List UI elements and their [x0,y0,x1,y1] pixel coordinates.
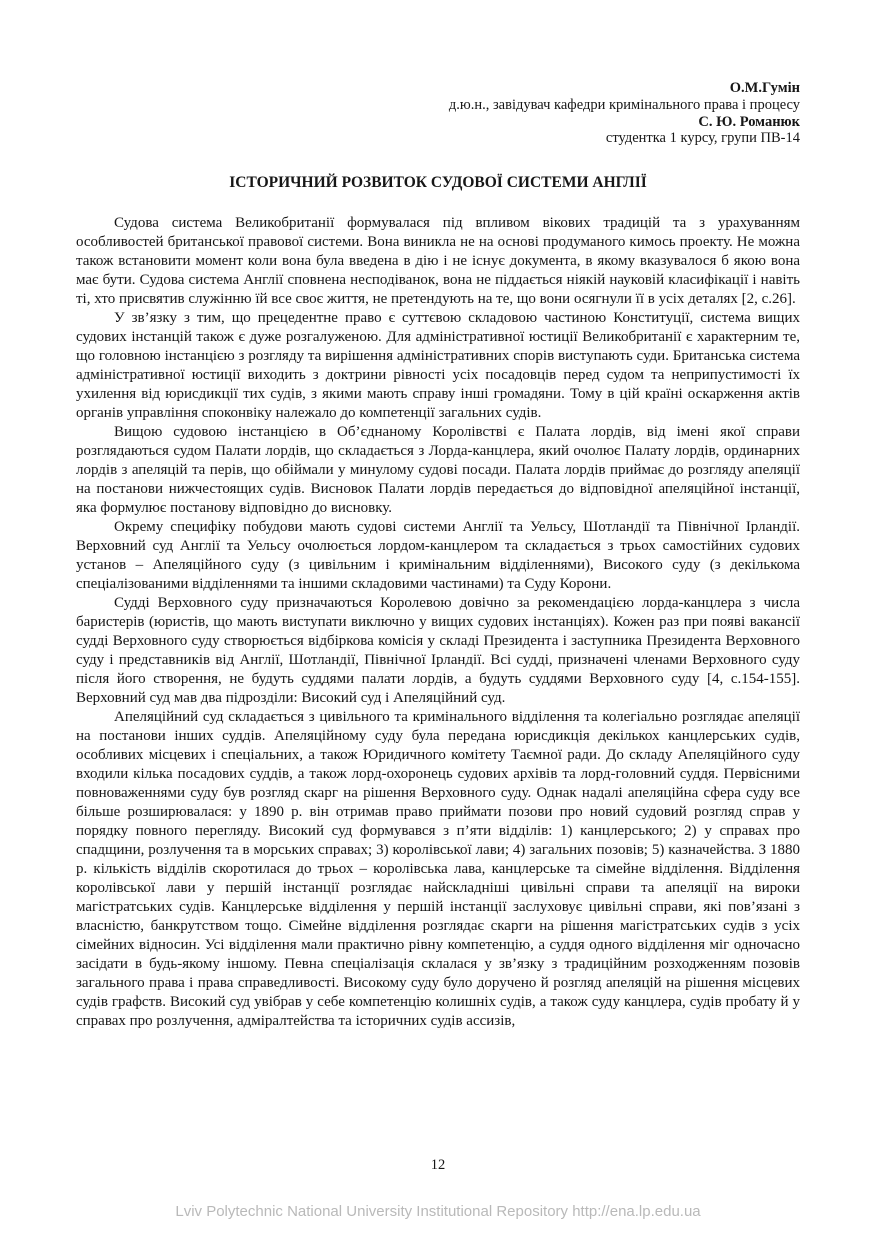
authors-block [76,80,800,147]
paragraph-6: Апеляційний суд складається з цивільного та кримінального відділення та колегіально розглядає апеляції на постанови інших суддів. Апеляційному суду була передана юрисдикція декількох канцлерських судів, особливих місцевих і спеціальних, а також Юридичного комітету Таємної ради. До складу Апеляційного суду входили кілька посадових суддів, а також лорд-охоронець судових архівів та лорд-головний суддя. Первісними повноваженнями суду був розгляд скарг на рішення Верховного суду. Однак надалі апеляційна сфера суду все більше розширювалася: у 1890 р. він отримав право приймати позови про новий судовий розгляд справ у порядку повного перегляду. Високий суд формувався з п’яти відділів: 1) канцлерського; 2) у справах про спадщини, розлучення та в морських справах; 3) королівської лави; 4) загальних позовів; 5) казначейства. З 1880 р. кількість відділів скоротилася до трьох – королівська лава, канцлерське та сімейне відділення. Відділення королівської лави у першій інстанції розглядає найскладніші цивільні справи та апеляції на вироки магістратських судів. Канцлерське відділення у першій інстанції заслуховує цивільні справи, які пов’язані з власністю, банкрутством тощо. Сімейне відділення розглядає скарги на рішення магістратських судів з усіх сімейних відносин. Усі відділення мали практично рівну компетенцію, а суддя одного відділення міг одночасно засідати в будь-якому іншому. Певна спеціалізація склалася у зв’язку з традиційним розходженням позовів загального права і права справедливості. Високому суду було доручено й розгляд апеляцій на рішення місцевих судів графств. Високий суд увібрав у себе компетенцію колишніх судів, а також суду канцлера, судів пробату й у справах про розлучення, адміралтейства та історичних судів ассизів, [76,709,800,1030]
article-title: ІСТОРИЧНИЙ РОЗВИТОК СУДОВОЇ СИСТЕМИ АНГЛІЇ [229,174,647,192]
page-number: 12 [430,1157,446,1173]
author-role-2: студентка 1 курсу, групи ПВ-14 [605,130,800,147]
paragraph-3: Вищою судовою інстанцією в Об’єднаному Королівстві є Палата лордів, від імені якої справи розглядаються судом Палати лордів, що складається з Лорда-канцлера, який очолює Палату лордів, ординарних лордів з апеляцій та перів, що обіймали у минулому судові посади. Палата лордів приймає до розгляду апеляції на постанови нижчестоящих судів. Висновок Палати лордів передається до відповідної апеляційної інстанції, яка формулює постанову відповідно до висновку. [76,424,800,517]
paragraph-4: Окрему специфіку побудови мають судові системи Англії та Уельсу, Шотландії та Північної Ірландії. Верховний суд Англії та Уельсу очолюється лордом-канцлером та складається з трьох самостійних судових установ – Апеляційного суду (з цивільним і кримінальним відділеннями), Високого суду (з декількома спеціалізованими відділеннями та іншими складовими частинами) та Суду Корони. [76,519,800,593]
author-name-2: С. Ю. Романюк [698,113,800,130]
paragraph-1: Судова система Великобританії формувалася під впливом вікових традицій та з урахуванням особливостей британської правової системи. Вона виникла не на основі продуманого кимось проекту. Не можна також встановити момент коли вона була введена в дію і не існує документа, в якому вказувалося б якою вона має бути. Судова система Англії сповнена несподіванок, вона не піддається ніякій науковій класифікації і навіть ті, хто присвятив служінню їй все своє життя, не претендують на те, що вони осягнули її в усіх деталях [2, с.26]. [76,215,800,308]
paragraph-2: У зв’язку з тим, що прецедентне право є суттєвою складовою частиною Конституції, система вищих судових інстанцій також є дуже розгалуженою. Для адміністративної юстиції Великобританії є характерним те, що головною інстанцією з розгляду та вирішення адміністративних спорів виступають суди. Британська система адміністративної юстиції виходить з доктрини рівності усіх посадовців перед судом та неприпустимості їх ухилення від юрисдикції тих судів, з якими мають справу інші громадяни. Тому в цій країні оскарження актів органів управління споконвіку належало до компетенції загальних судів. [76,310,800,422]
paragraph-5: Судді Верховного суду призначаються Королевою довічно за рекомендацією лорда-канцлера з числа баристерів (юристів, що мають виступати виключно у вищих судових інстанціях). Кожен раз при появі вакансії судді Верховного суду створюється відбіркова комісія у складі Президента і заступника Президента Верховного суду і представників від Англії, Шотландії, Північної Ірландії. Всі судді, призначені членами Верховного суду після його створення, не будуть суддями палати лордів, а будуть суддями Верховного суду [4, с.154-155]. Верховний суд мав два підрозділи: Високий суд і Апеляційний суд. [76,595,800,707]
repository-footer: Lviv Polytechnic National University Institutional Repository http://ena.lp.edu.ua [175,1203,701,1220]
author-name-1: О.М.Гумін [729,80,800,96]
article-body [76,214,800,1031]
author-role-1: д.ю.н., завідувач кафедри кримінального права і процесу [448,96,800,113]
